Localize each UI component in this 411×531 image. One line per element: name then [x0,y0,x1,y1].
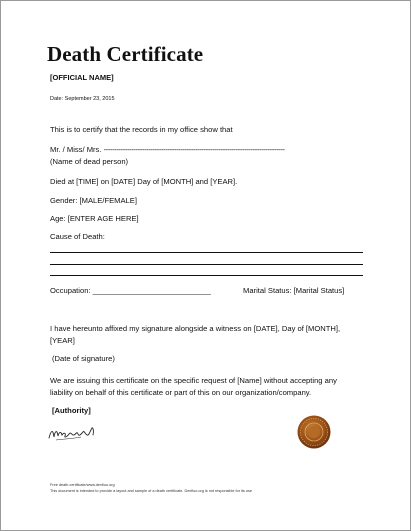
occupation-line [50,286,211,295]
footer-line-2: This document is intended to provide a layout and sample of a death certificate. Dexfiuo.org is not responsible for its use [50,489,252,493]
footer-line-1: Free death certificate/www.dexfiuo.org [50,483,115,487]
name-line-prefix: Mr. / Miss/ Mrs. [50,145,104,154]
cause-line-1 [50,252,363,253]
page-title: Death Certificate [47,42,204,66]
affix-line-1: I have hereunto affixed my signature alongside a witness on [DATE], Day of [MONTH], [50,324,341,333]
affix-line-2: [YEAR] [50,336,75,345]
name-caption: (Name of dead person) [50,157,129,166]
authority-label: [Authority] [52,406,91,415]
date-of-signature: (Date of signature) [52,354,115,363]
intro-text: This is to certify that the records in my office show that [50,125,233,134]
signature-icon [47,422,99,444]
seal-icon [297,415,331,449]
official-name: [OFFICIAL NAME] [50,73,114,82]
cause-line-2 [50,264,363,265]
marital-status: Marital Status: [Marital Status] [243,286,345,295]
issuing-line-2: liability on behalf of this certificate or part of this on our organization/company. [50,388,312,397]
gender-line: Gender: [MALE/FEMALE] [50,196,137,205]
date-line: Date: September 23, 2015 [50,96,115,102]
cause-label: Cause of Death: [50,232,105,241]
name-line [50,145,285,154]
occupation-label: Occupation: [50,286,93,295]
died-line: Died at [TIME] on [DATE] Day of [MONTH] and [YEAR]. [50,177,238,186]
cause-line-3 [50,275,363,276]
occupation-blank: ____________________________ [92,286,211,295]
age-line: Age: [ENTER AGE HERE] [50,214,139,223]
name-line-dashes: ------------------------------------------------------------------------------------- [103,145,285,154]
issuing-line-1: We are issuing this certificate on the specific request of [Name] without accepting any [50,376,337,385]
